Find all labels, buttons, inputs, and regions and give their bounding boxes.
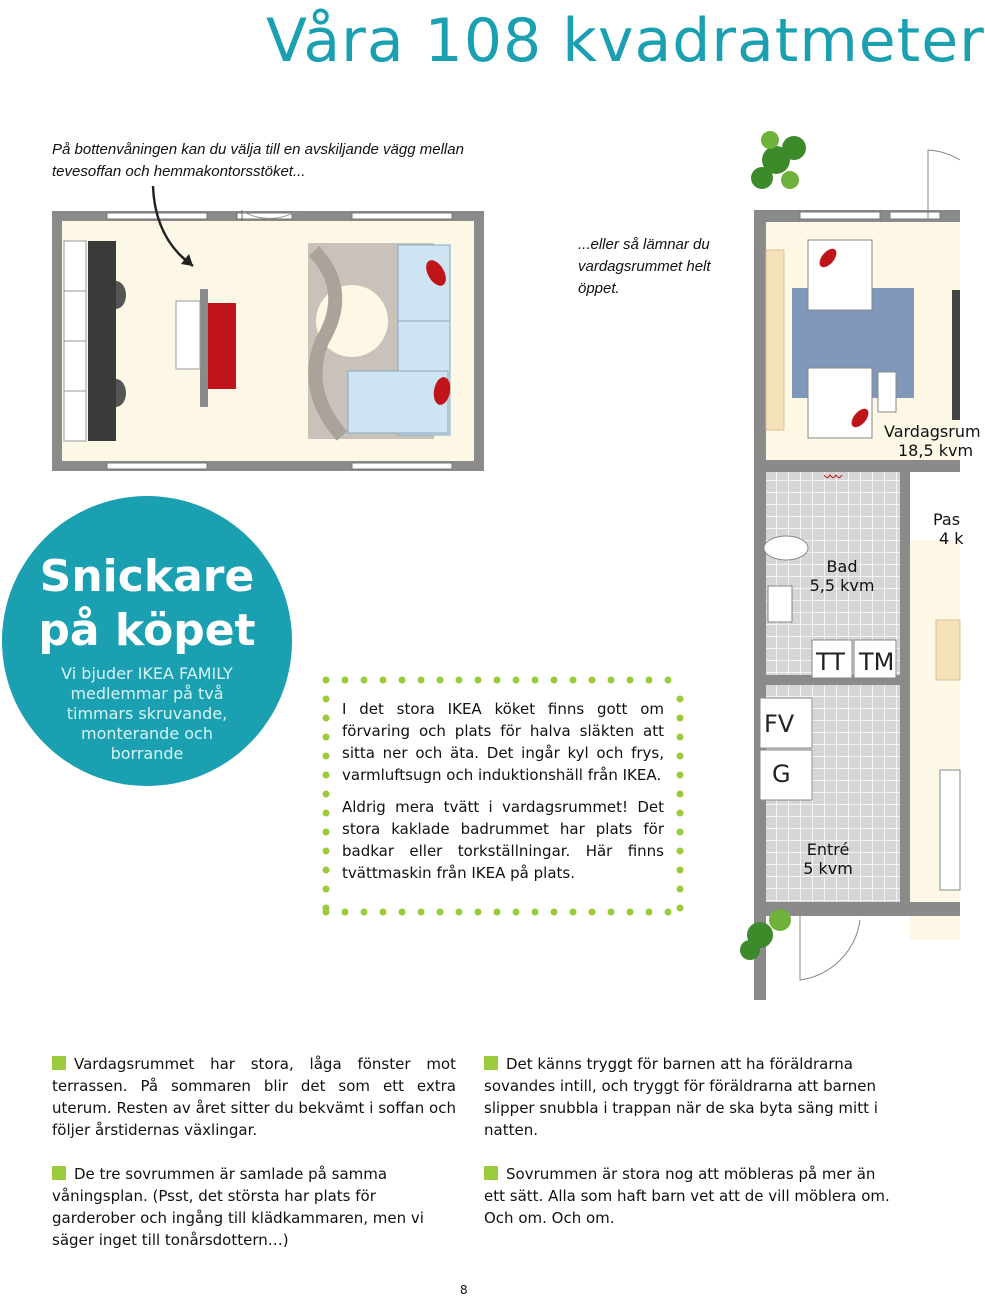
plan-label-tm: TM xyxy=(859,648,895,676)
living-room-plan-with-wall xyxy=(52,211,484,471)
caption-open-option: ...eller så lämnar du vardagsrummet helt öppet. xyxy=(578,236,711,297)
info-bathroom: Aldrig mera tvätt i vardagsrummet! Det stora kaklade badrummet har plats för badkar eller torkställningar. Här finns tvättmaskin från IKEA på plats. xyxy=(342,798,664,882)
page-title: Våra 108 kvadratmeter xyxy=(266,6,985,76)
plan-label-passage: Pas 4 k xyxy=(933,510,964,548)
bullet-square-icon xyxy=(484,1056,498,1070)
bullet-living-room: Vardagsrummet har stora, låga fönster mot terrassen. På sommaren blir det som ett extra uterum. Resten av året sitter du bekvämt i soffan och följer årstidernas växlingar. xyxy=(52,1055,456,1139)
page-number: 8 xyxy=(460,1283,468,1297)
bullet-bedroom-size: Sovrummen är stora nog att möbleras på mer än ett sätt. Alla som haft barn vet att de vill möblera om. Och om. Och om. xyxy=(484,1165,890,1227)
plan-label-tt: TT xyxy=(816,648,845,676)
info-box xyxy=(322,676,684,916)
house-floor-plan xyxy=(740,120,960,960)
bullet-bedrooms-floor: De tre sovrummen är samlade på samma våningsplan. (Psst, det största har plats för garderober och ingång till klädkammaren, men vi säger inget till tonårsdottern…) xyxy=(52,1165,424,1249)
plan-label-vardagsrum: Vardagsrum 18,5 kvm xyxy=(884,422,981,460)
bullet-square-icon xyxy=(484,1166,498,1180)
caption-arrow xyxy=(145,184,205,274)
plan-label-fv: FV xyxy=(764,710,795,738)
bullet-square-icon xyxy=(52,1056,66,1070)
promo-text: Vi bjuder IKEA FAMILY medlemmar på två timmars skruvande, monterande och borrande xyxy=(61,664,233,763)
plan-label-entre: Entré 5 kvm xyxy=(803,840,853,878)
promo-heading: Snickare på köpet xyxy=(38,551,256,656)
bullet-safety: Det känns tryggt för barnen att ha föräldrarna sovandes intill, och tryggt för föräldrarna att barnen slipper snubbla i trappan när de ska byta säng mitt i natten. xyxy=(484,1055,878,1139)
plan-label-bad: Bad 5,5 kvm xyxy=(809,557,875,595)
caption-wall-option: På bottenvåningen kan du välja till en avskiljande vägg mellan tevesoffan och hemmakontorsstöket... xyxy=(52,141,464,180)
info-kitchen: I det stora IKEA köket finns gott om förvaring och plats för halva släkten att sitta ner och äta. Det ingår kyl och frys, varmluftsugn och induktionshäll från IKEA. xyxy=(342,700,664,784)
plan-label-g: G xyxy=(772,760,791,788)
promo-circle xyxy=(2,496,292,786)
bullet-square-icon xyxy=(52,1166,66,1180)
